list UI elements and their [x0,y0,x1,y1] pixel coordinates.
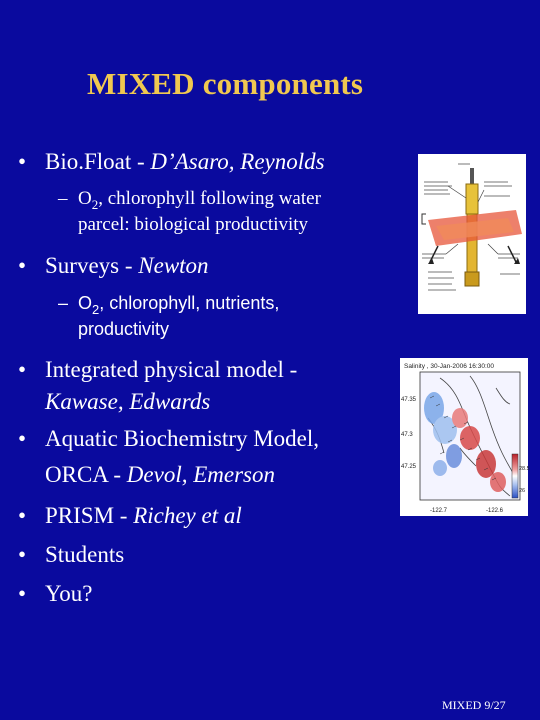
y-tick-label: 47.25 [401,464,417,470]
bullet-authors: Newton [138,253,209,278]
sub-text-line2: parcel: biological productivity [78,214,309,235]
bullet-text-line2: ORCA - [45,462,127,487]
sub-text-line1: , chlorophyll following water [98,188,321,209]
slide-title: MIXED components [87,66,364,101]
bullet-text: Students [45,542,125,567]
bullet-text: Surveys - [45,253,139,278]
bullet-authors: Devol, Emerson [126,462,275,487]
slide-footer: MIXED 9/27 [442,698,506,712]
bullet-authors: Kawase, Edwards [45,389,211,414]
bullet-marker: • [18,542,27,567]
bullet-marker: • [18,581,27,606]
sub-marker: – [58,293,69,313]
sub-subscript: 2 [91,197,99,212]
bullet-marker: • [18,253,27,278]
bullet-marker: • [18,503,27,528]
bullet-text: Integrated physical model - [45,357,298,382]
sub-text-prefix: O [78,293,93,313]
sub-text-prefix: O [78,188,92,209]
bullet-text: PRISM - [45,503,134,528]
bullet-authors: D’Asaro, Reynolds [150,149,325,174]
salinity-map [400,358,528,516]
biofloat-diagram-image [418,154,526,314]
bullet-text: Bio.Float - [45,149,151,174]
biofloat-diagram [418,154,526,314]
colorbar-tick-label: 26 [519,488,526,494]
sub-text-line1: , chlorophyll, nutrients, [99,293,280,313]
salinity-map-image [400,358,528,516]
sub-subscript: 2 [92,302,100,317]
bullet-authors: Richey et al [133,503,242,528]
bullet-marker: • [18,426,27,451]
sub-text-line2: productivity [78,319,170,339]
colorbar-tick-label: 28.5 [519,466,530,472]
colorbar [512,454,518,498]
bullet-marker: • [18,149,27,174]
x-tick-label: -122.7 [430,508,448,514]
map-title: Salinity , 30-Jan-2006 16:30:00 [404,363,494,370]
bullet-marker: • [18,357,27,382]
bullet-text: Aquatic Biochemistry Model, [45,426,320,451]
bullet-text: You? [45,581,93,606]
y-tick-label: 47.35 [401,397,417,403]
y-tick-label: 47.3 [401,432,413,438]
sub-marker: – [58,188,68,209]
x-tick-label: -122.6 [486,508,504,514]
